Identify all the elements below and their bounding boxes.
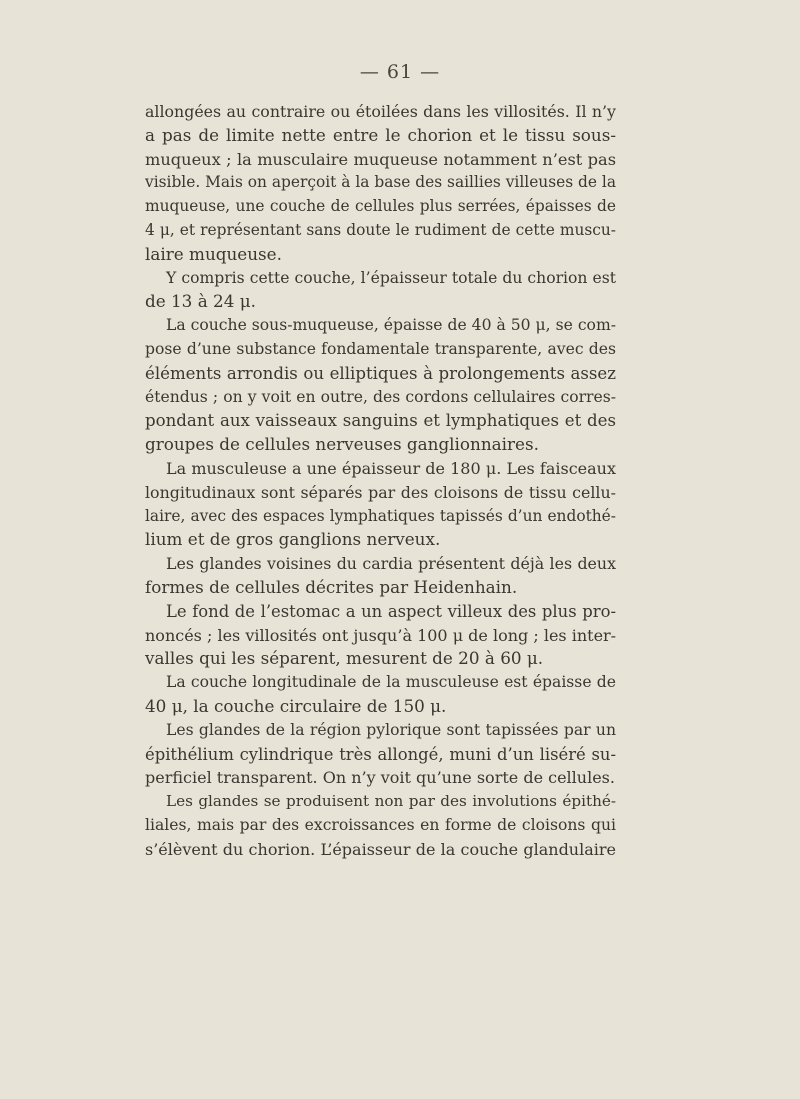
text-line: pose d’une substance fondamentale transparente, avec des [145, 339, 616, 358]
text-line: formes de cellules décrites par Heidenhain. [145, 576, 518, 597]
text-line: Les glandes voisines du cardia présentent déjà les deux [166, 554, 616, 574]
text-line: visible. Mais on aperçoit à la base des saillies villeuses de la [145, 173, 616, 192]
text-line: muqueux ; la musculaire muqueuse notamment n’est pas [145, 149, 616, 169]
text-line: valles qui les séparent, mesurent de 20 à 60 μ. [145, 648, 544, 669]
text-line: a pas de limite nette entre le chorion et le tissu sous- [145, 124, 616, 145]
text-line: allongées au contraire ou étoilées dans les villosités. Il n’y [145, 102, 616, 121]
text-line: laire, avec des espaces lymphatiques tapissés d’un endothé- [145, 506, 616, 525]
text-line: pondant aux vaisseaux sanguins et lymphatiques et des [145, 411, 616, 431]
text-line: La couche sous-muqueuse, épaisse de 40 à 50 μ, se com- [166, 316, 616, 335]
text-line: groupes de cellules nerveuses ganglionnaires. [145, 434, 539, 455]
text-line: Le fond de l’estomac a un aspect villeux des plus pro- [166, 601, 616, 621]
text-line: La musculeuse a une épaisseur de 180 μ. Les faisceaux [166, 458, 616, 478]
text-line: épithélium cylindrique très allongé, muni d’un liséré su- [145, 744, 616, 764]
text-line: Y compris cette couche, l’épaisseur totale du chorion est [166, 268, 616, 287]
text-line: muqueuse, une couche de cellules plus serrées, épaisses de [145, 197, 616, 216]
text-line: longitudinaux sont séparés par des cloisons de tissu cellu- [145, 482, 616, 502]
text-line: s’élèvent du chorion. L’épaisseur de la couche glandulaire [145, 839, 616, 859]
text-line: Les glandes se produisent non par des involutions épithé- [166, 792, 616, 811]
text-line: étendus ; on y voit en outre, des cordons cellulaires corres- [145, 387, 616, 406]
text-line: lium et de gros ganglions nerveux. [145, 529, 441, 550]
text-line: perficiel transparent. On n’y voit qu’une sorte de cellules. [145, 768, 615, 788]
text-line: Les glandes de la région pylorique sont tapissées par un [166, 720, 616, 739]
text-line: La couche longitudinale de la musculeuse est épaisse de [166, 673, 616, 692]
text-line: laire muqueuse. [145, 243, 282, 264]
page-number-header: — 61 — [359, 61, 441, 83]
text-line: noncés ; les villosités ont jusqu’à 100 μ de long ; les inter- [145, 625, 616, 645]
body-text [145, 100, 616, 862]
text-line: 4 μ, et représentant sans doute le rudiment de cette muscu- [145, 220, 616, 239]
text-line: de 13 à 24 μ. [145, 291, 256, 312]
text-line: liales, mais par des excroissances en forme de cloisons qui [145, 815, 616, 834]
text-line: éléments arrondis ou elliptiques à prolongements assez [145, 363, 616, 383]
text-line: 40 μ, la couche circulaire de 150 μ. [145, 695, 447, 716]
